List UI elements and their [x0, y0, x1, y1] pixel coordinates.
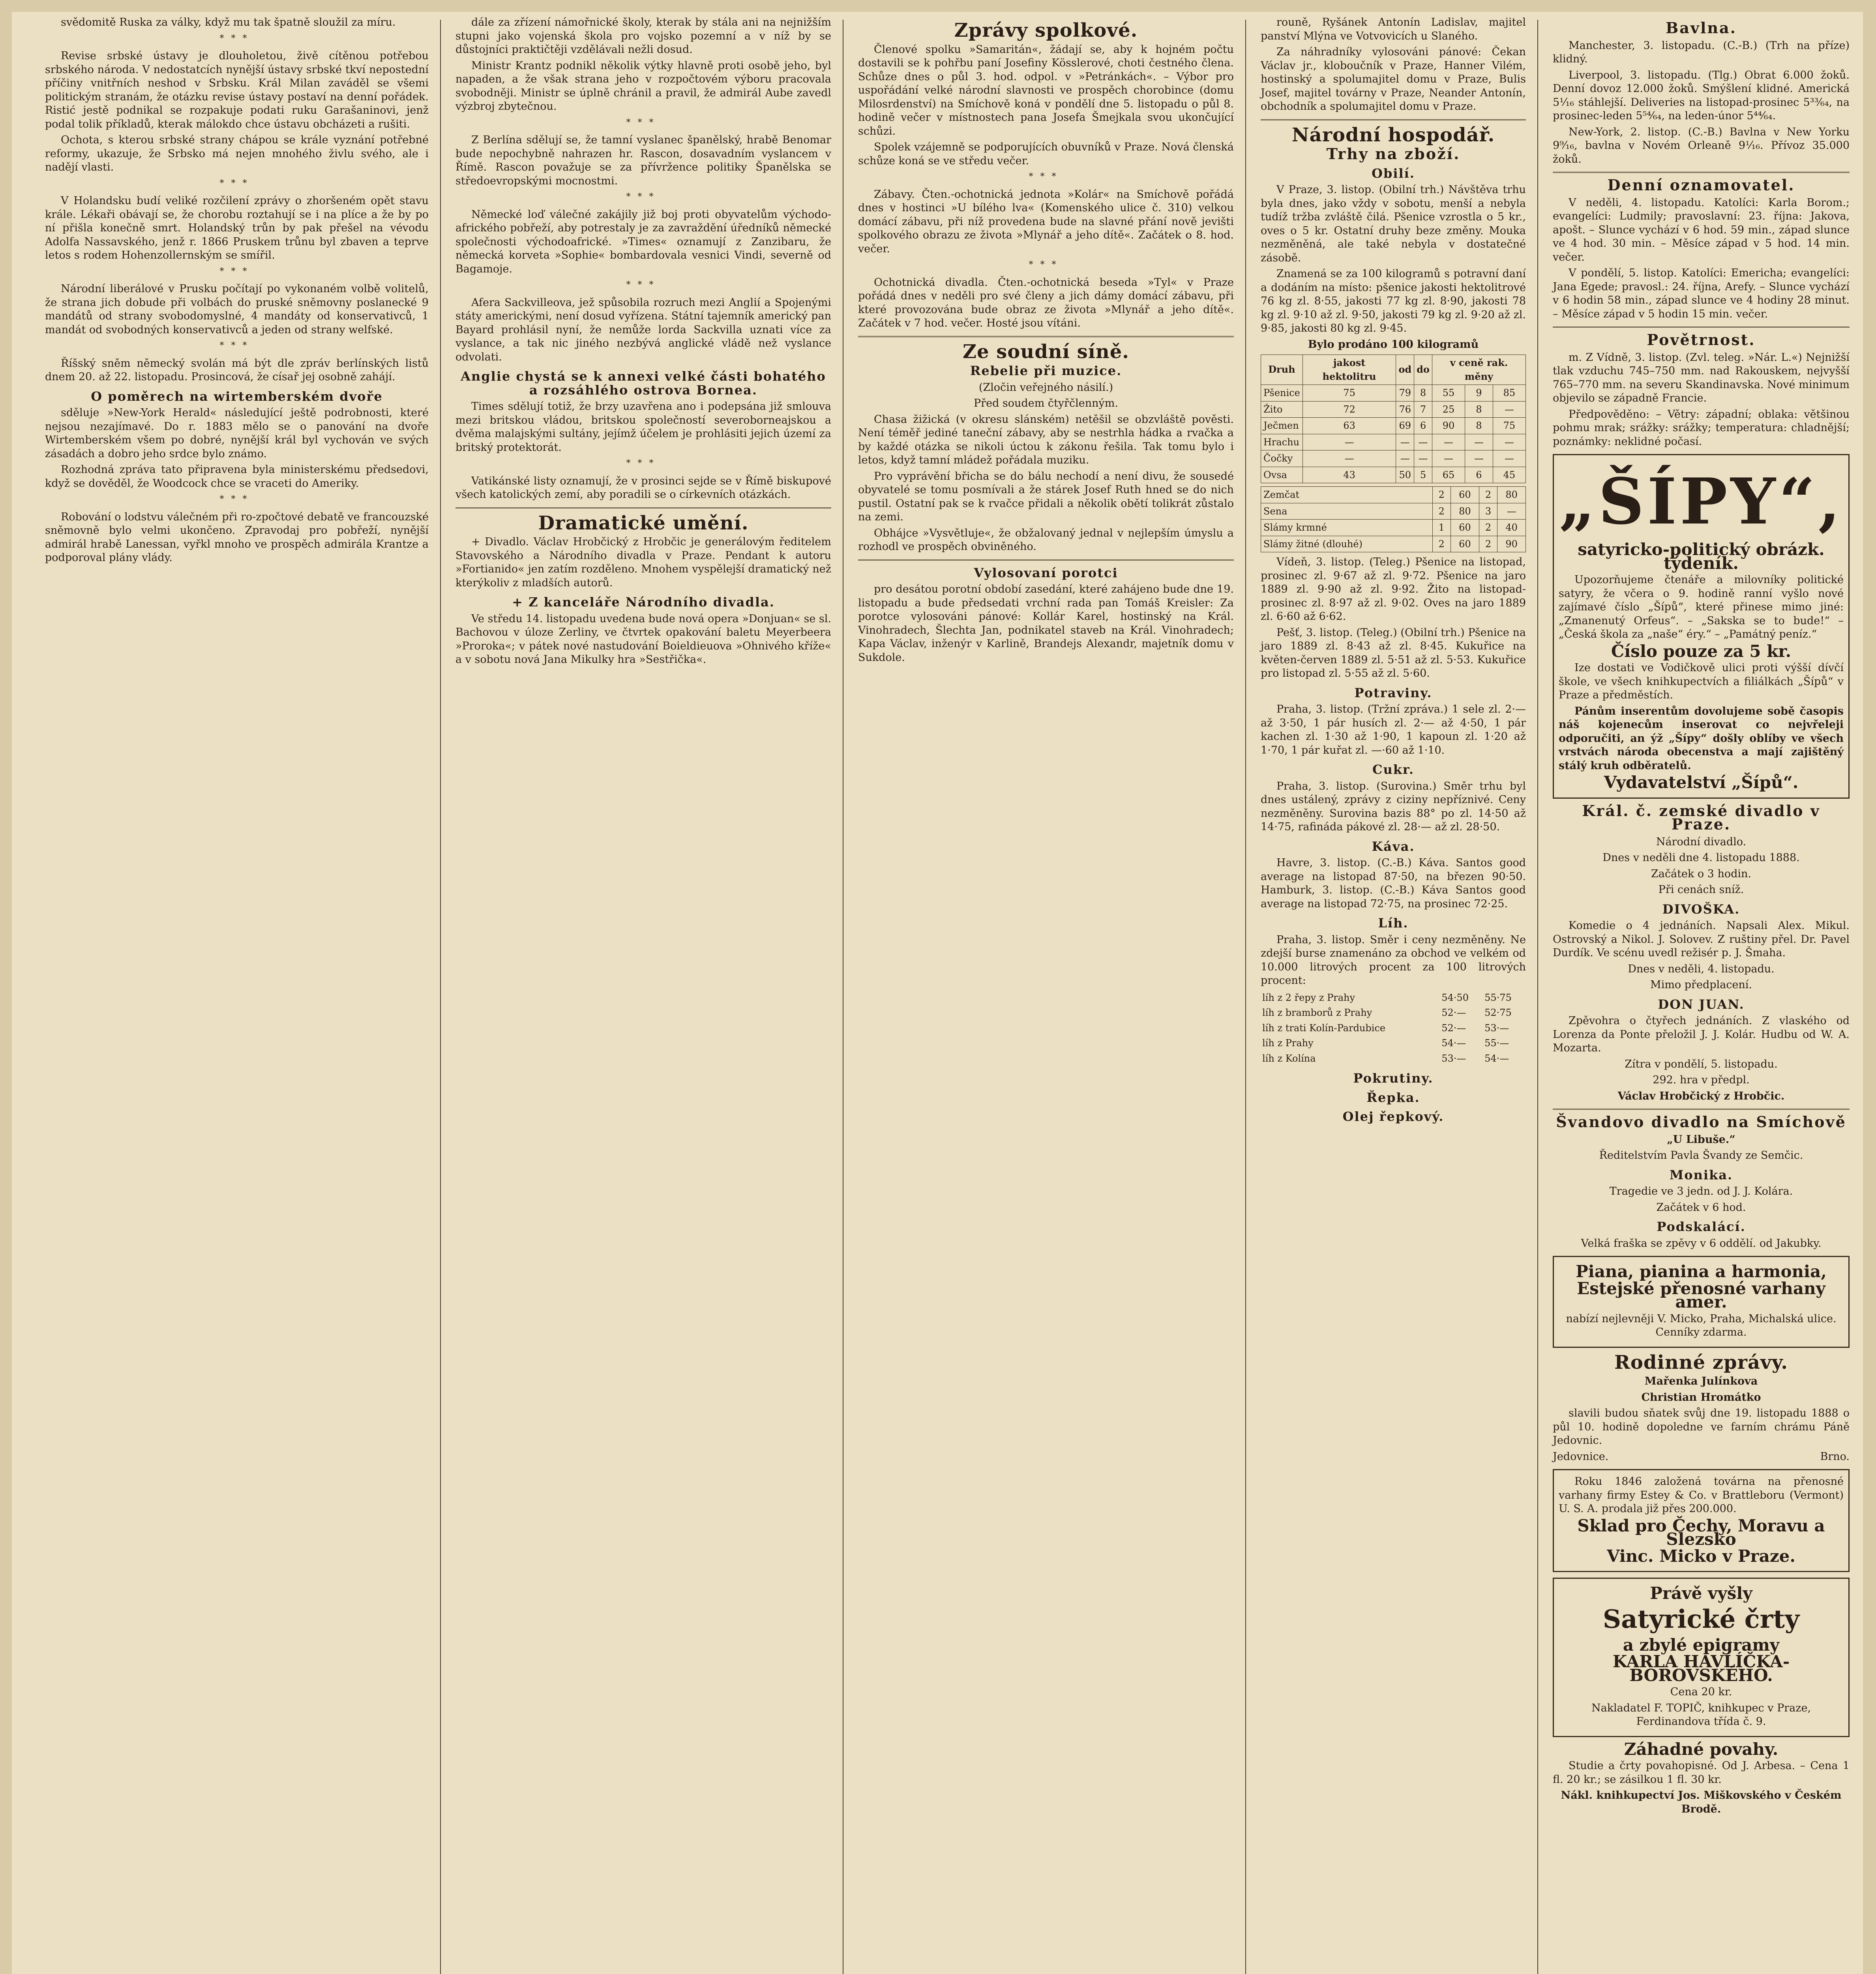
table-row-label: Ječmen — [1261, 418, 1303, 434]
article-paragraph: Vatikánské listy oznamují, že v prosinci sejde se v Římě biskupové všech katolických zemí, aby poradili se o církevních otázkách. — [455, 475, 831, 501]
theatre-director: Václav Hrobčický z Hrobčic. — [1617, 1090, 1785, 1102]
table-row-label: líh z bramborů z Prahy — [1262, 1007, 1372, 1018]
theatre-note: 292. hra v předpl. — [1653, 1074, 1750, 1086]
table-row — [1261, 434, 1526, 450]
theatre-subheading: „U Libuše.“ — [1667, 1133, 1735, 1146]
table-cell: 55 — [1432, 385, 1465, 402]
piano-advertisement — [1553, 1256, 1850, 1348]
article-paragraph: Zábavy. Čten.-ochotnická jednota »Kolár« na Smíchově pořádá dnes v hostinci »U bílého lva« (Komenského ulice č. 310) velkou domácí zábavu, při níž provedena bude na slavné přání nově jevišti spolkového obrazu ze života »Mlynář a jeho dítě«. Začátek o 8. hod. večer. — [858, 188, 1234, 255]
book-advertisement — [1553, 1578, 1850, 1737]
article-paragraph: Revise srbské ústavy je dlouholetou, živě cítěnou potřebou srbského národa. V nedostatcích nynější ústavy srbské tkví nepostední příčiny vnitřních neshod v Srbsku. Král Milan zaváděl se všemi politickým stranám, že otázku revise ústavy postaví na denní pořádek. Ristić jestě podnikal se rozpakuje podati ruku Garašaninovi, jenž podal tolik příkladů, kterak málokdo chce ústavu obcházeti a rušiti. — [45, 50, 429, 130]
article-paragraph: Praha, 3. listop. (Tržní zpráva.) 1 sele zl. 2·— až 3·50, 1 pár husích zl. 2·— až 4·50, 1 pár kachen zl. 1·30 až 1·90, 1 kapoun zl. 1·20 až 1·70, 1 pár kuřat zl. —·60 až 1·10. — [1261, 703, 1526, 756]
article-heading: Olej řepkový. — [1342, 1109, 1444, 1124]
section-divider — [1553, 172, 1850, 173]
article-paragraph: Z Berlína sdělují se, že tamní vyslanec španělský, hrabě Benomar bude nepochybně nahrazen hr. Rascon, dosavadním vyslancem v Římě. Rascon považuje se za přívržence politiky Španělska se středoevropskými mocnostmi. — [455, 134, 831, 187]
ad-price: Cena 20 kr. — [1670, 1686, 1732, 1698]
table-cell: 40 — [1497, 520, 1526, 536]
table-cell: 55·— — [1484, 1038, 1509, 1049]
article-paragraph: Znamená se za 100 kilogramů s potravní daní a dodáním na místo: pšenice jakosti hektolitrové 76 kg zl. 8·55, jakosti 77 kg zl. 8·90, jakosti 78 kg zl. 9·10 až zl. 9·50, jakosti 79 kg zl. 9·20 až zl. 9·85, jakosti 80 kg zl. 9·45. — [1261, 268, 1526, 334]
table-cell: 25 — [1432, 401, 1465, 418]
separator: *** — [219, 33, 254, 43]
table-cell: 9 — [1465, 385, 1493, 402]
article-paragraph: Chasa žižická (v okresu slánském) netěšil se obzvláště pověsti. Není téměř jediné taneční zábavy, aby se nestrhla hádka a rvačka a by každé otázka se nikoli úctou k zákonu řešila. Tak tomu bylo i letos, když tamní mládež pořádala muziku. — [858, 413, 1234, 466]
theatre-text: Zpěvohra o čtyřech jednáních. Z vlaského od Lorenza da Ponte přeložil J. J. Kolár. Hudbu od W. A. Mozarta. — [1553, 1015, 1850, 1054]
article-paragraph: V neděli, 4. listopadu. Katolíci: Karla Borom.; evangelíci: Ludmily; pravoslavní: 23. října: Jakova, apošt. – Slunce vychází v 6 hod. 59 min., západ slunce ve 4 hod. 30 min. – Měsíce západ v 5 hod. 14 min. večer. — [1553, 196, 1850, 263]
table-cell: 2 — [1479, 520, 1497, 536]
article-paragraph: Liverpool, 3. listopadu. (Tlg.) Obrat 6.000 žoků. Denní dovoz 12.000 žoků. Smýšlení klidné. Americká 5¹⁄₁₆ stáhlejší. Deliveries na listopad-prosinec 5³³⁄₆₄, na prosinec-leden 5⁵⁴⁄₆₄, na leden-únor 5⁴⁴⁄₆₄. — [1553, 69, 1850, 122]
separator: *** — [626, 280, 661, 290]
table-row-label: líh z 2 řepy z Prahy — [1262, 992, 1355, 1003]
section-divider — [1261, 119, 1526, 120]
table-cell: 53·— — [1441, 1053, 1466, 1064]
table-cell: 8 — [1414, 385, 1432, 402]
play-title: DON JUAN. — [1658, 996, 1745, 1012]
table-row — [1261, 1021, 1526, 1036]
table-row-label: líh z trati Kolín-Pardubice — [1262, 1022, 1386, 1034]
table-cell: 6 — [1465, 467, 1493, 483]
article-paragraph: Předpověděno: – Větry: západní; oblaka: většinou pohmu mrak; srážky: srážky; temperatura: chladnější; poznámky: neklidné počasí. — [1553, 408, 1850, 448]
article-paragraph: Německé loď válečné zakájily již boj proti obyvatelům východo-afrického pobřeží, aby potrestaly je za zavraždění úředníků německé společnosti východoafrické. »Times« oznamují z Zanzibaru, že německá korveta »Sophie« bombardovala vesnici Vindi, severně od Bagamoje. — [455, 208, 831, 275]
table-cell: — — [1414, 434, 1432, 450]
article-paragraph: Afera Sackvilleova, jež spůsobila rozruch mezi Anglií a Spojenými státy americkými, není dosud vyřízena. Státní tajemník americký pan Bayard prohlásil nyní, že nemůže lorda Sackvilla uznati více za vyslance, a tak nic jiného nezbývá anglické vládě než vyslance odvolati. — [455, 296, 831, 363]
section-divider — [858, 336, 1234, 337]
table-row — [1261, 401, 1526, 418]
separator: *** — [626, 192, 661, 202]
theatre-text: Tragedie ve 3 jedn. od J. J. Kolára. — [1609, 1185, 1793, 1197]
table-cell: 60 — [1451, 536, 1479, 552]
article-paragraph: Times sdělují totiž, že brzy uzavřena ano i podepsána již smlouva mezi britskou vládou, britskou společností severoborneajskou a dvěma malajskými sultány, jejímž účelem je prohlásiti jejich území za britský protektorát. — [455, 400, 831, 454]
ad-pre: Právě vyšly — [1650, 1584, 1752, 1603]
table-cell: — — [1493, 401, 1526, 418]
table-cell: 45 — [1493, 467, 1526, 483]
article-paragraph: Rozhodná zpráva tato připravena byla ministerskému předsedovi, když se dověděl, že Woodcock chce se vraceti do Ameriky. — [45, 463, 429, 490]
article-paragraph: New-York, 2. listop. (C.-B.) Bavlna v New Yorku 9⁹⁄₁₆, bavlna v Novém Orleaně 9¹⁄₁₆. Přívoz 35.000 žoků. — [1553, 126, 1850, 165]
article-paragraph: m. Z Vídně, 3. listop. (Zvl. teleg. »Nár. L.«) Nejnižší tlak vzduchu 745–750 mm. nad Rakouskem, nejvyšší 765–770 mm. na severu Skandinavska. Nové minimum objevilo se západně Francie. — [1553, 351, 1850, 404]
ad-headline: „ŠÍPY“, — [1559, 464, 1844, 539]
article-heading: Pokrutiny. — [1353, 1071, 1434, 1086]
article-paragraph: V Praze, 3. listop. (Obilní trh.) Návštěva trhu byla dnes, jako vždy v sobotu, menší a nebyla tudíž tržba zvláště čilá. Pšenice vzrostla o 5 kr., oves o 5 kr. Ostatní druhy beze změny. Mouka nezměněná, ale také nebyla v dostatečné zásobě. — [1261, 184, 1526, 264]
article-paragraph: Členové spolku »Samaritán«, žádají se, aby k hojném počtu dostavili se k pohřbu paní Josefiny Kösslerové, choti čestného člena. Schůze dnes o půl 3. hod. odpol. v »Petránkách«. – Výbor pro uspořádání velké národní slavnosti ve prospěch chorobince (domu Milosrdenství) na Smíchově koná v pondělí dne 5. listopadu o půl 8. hodině večer v místnostech pana Josefa Šmejkala svou ukončující schůzi. — [858, 43, 1234, 137]
subsection-title: Bavlna. — [1666, 19, 1737, 37]
table-cell: — — [1465, 434, 1493, 450]
theatre-heading: Švandovo divadlo na Smíchově — [1556, 1113, 1846, 1131]
table-cell: 2 — [1479, 536, 1497, 552]
article-paragraph: Manchester, 3. listopadu. (C.-B.) (Trh na příze) klidný. — [1553, 39, 1850, 65]
ad-headline: Piana, pianina a harmonia, — [1576, 1262, 1827, 1281]
article-heading: Rebelie při muzice. — [970, 363, 1122, 378]
table-row-label: Ovsa — [1261, 467, 1303, 483]
ad-text: Studie a črty povahopisné. Od J. Arbesa. – Cena 1 fl. 20 kr.; se zásilkou 1 fl. 30 kr. — [1553, 1760, 1850, 1786]
table-cell: 7 — [1414, 401, 1432, 418]
table-cell: 8 — [1465, 401, 1493, 418]
table-cell: 54·— — [1441, 1038, 1466, 1049]
table-title: Bylo prodáno 100 kilogramů — [1308, 338, 1479, 351]
theatre-subheading: Národní divadlo. — [1656, 835, 1747, 848]
separator: *** — [219, 494, 254, 504]
table-cell: 2 — [1479, 487, 1497, 503]
ad-subheadline: Estejské přenosné varhany amer. — [1577, 1278, 1825, 1312]
table-cell: 65 — [1432, 467, 1465, 483]
subsection-title: Denní oznamovatel. — [1607, 176, 1795, 194]
table-row-label: Pšenice — [1261, 385, 1303, 402]
table-cell: — — [1432, 450, 1465, 467]
article-paragraph: Ve středu 14. listopadu uvedena bude nová opera »Donjuan« se sl. Bachovou v úloze Zerliny, ve čtvrtek opakování baletu Meyerbeera »Proroka«; v pátek nové nastudování Boieldieuova »Ohnivého kříže« a v sobotu nová Jana Mikulky hra »Sestřička«. — [455, 612, 831, 666]
family-place-left: Jedovnice. — [1553, 1450, 1609, 1463]
table-cell: 52·75 — [1484, 1007, 1512, 1018]
table-cell: — — [1303, 434, 1396, 450]
theatre-time: Začátek v 6 hod. — [1656, 1201, 1746, 1214]
article-paragraph: Praha, 3. listop. Směr i ceny nezměněny. Ne zdejší burse znamenáno za obchod ve velkém od 10.000 litrových procent za 100 litrových procent: — [1261, 933, 1526, 987]
table-cell: 63 — [1303, 418, 1396, 434]
ad-headline: Sklad pro Čechy, Moravu a Slezsko — [1577, 1516, 1825, 1549]
separator: *** — [1029, 172, 1063, 182]
table-header: Druh — [1261, 355, 1303, 385]
table-cell: 90 — [1432, 418, 1465, 434]
table-cell: — — [1432, 434, 1465, 450]
table-cell: 90 — [1497, 536, 1526, 552]
article-paragraph: dále za zřízení námořnické školy, kterak by stála ani na nejnižším stupni jako vojenská škola pro vojsko pozemní a v níž by se důstojníci praktičtěji vzdělávali nežli dosud. — [455, 16, 831, 56]
ad-text: Upozorňujeme čtenáře a milovníky politické satyry, že včera o 9. hodině ranní vyšlo nové zajímavé číslo „Šípů“, které přinese mimo jiné: „Zmanenutý Orfeus“. – „Sakska se to bude!“ – „Česká škola za „naše“ éry.“ – „Památný peníz.“ — [1559, 574, 1844, 640]
sipy-advertisement — [1553, 454, 1850, 799]
ad-price: Číslo pouze za 5 kr. — [1611, 641, 1792, 661]
section-title: Ze soudní síně. — [962, 340, 1130, 363]
table-cell: — — [1396, 450, 1414, 467]
table-cell: 3 — [1479, 503, 1497, 520]
table-cell: 76 — [1396, 401, 1414, 418]
table-row-label: Zemčat — [1261, 487, 1433, 503]
theatre-note: Ředitelstvím Pavla Švandy ze Semčic. — [1599, 1149, 1803, 1162]
table-row — [1261, 1036, 1526, 1051]
play-title: DIVOŠKA. — [1662, 901, 1740, 917]
separator: *** — [219, 266, 254, 276]
article-heading: Cukr. — [1372, 762, 1414, 777]
article-heading: Líh. — [1378, 916, 1409, 931]
column-4 — [1251, 12, 1535, 1974]
hay-price-table — [1261, 486, 1526, 552]
table-cell: 55·75 — [1484, 992, 1512, 1003]
table-cell: — — [1465, 450, 1493, 467]
ad-author: KARLA HAVLÍČKA-BOROVSKÉHO. — [1612, 1652, 1790, 1685]
table-cell: 60 — [1451, 487, 1479, 503]
table-cell: 43 — [1303, 467, 1396, 483]
table-cell: 52·— — [1441, 1022, 1466, 1034]
ad-headline: Satyrické črty — [1602, 1604, 1800, 1634]
article-heading: + Z kanceláře Národního divadla. — [512, 595, 775, 610]
article-paragraph: Robování o lodstvu válečném při ro-zpočtové debatě ve francouzské sněmovně bylo velmi ukončeno. Zpravodaj pro pobřeží, nynější admirál hrabě Lanessan, vyřkl mnoho ve prospěch admirála Krantze a podporoval plány vlády. — [45, 510, 429, 564]
section-title: Zprávy spolkové. — [954, 19, 1138, 41]
theatre-text: Velká fraška se zpěvy v 6 oddělí. od Jakubky. — [1581, 1237, 1822, 1250]
table-row-label: Hrachu — [1261, 434, 1303, 450]
article-paragraph: Pro vyprávění břicha se do bálu nechodí a není divu, že sousedé obyvatelé se tomu posmívali a že stárek Josef Ruth hned se do nich pustil. Ostatní pak se k rvačce přidali a několik obětí tolikrát zůstalo na zemi. — [858, 470, 1234, 523]
table-cell: 80 — [1497, 487, 1526, 503]
column-rule — [440, 20, 441, 1974]
article-heading: Potraviny. — [1354, 685, 1432, 700]
article-paragraph: Spolek vzájemně se podporujících obuvníků v Praze. Nová členská schůze koná se ve středu večer. — [858, 141, 1234, 167]
ad-headline: Záhadné povahy. — [1624, 1739, 1779, 1759]
article-paragraph: sděluje »New-York Herald« následující ještě podrobnosti, které nejsou nezajímavé. Do r. 1883 mělo se o panování na dvoře Wirtemberském všem po dobré, nynější král byl vychován ve svých zásadách a dobro jeho srdce bylo známo. — [45, 407, 429, 460]
separator: *** — [219, 178, 254, 188]
article-heading: Obilí. — [1372, 165, 1415, 181]
table-cell: 54·50 — [1441, 992, 1469, 1003]
table-row-label: Čočky — [1261, 450, 1303, 467]
table-cell: 2 — [1432, 487, 1451, 503]
family-place-right: Brno. — [1820, 1450, 1850, 1463]
section-divider — [858, 559, 1234, 561]
ad-firm: Nákl. knihkupectví Jos. Miškovského v Českém Brodě. — [1561, 1789, 1842, 1815]
theatre-date: Dnes v neděli dne 4. listopadu 1888. — [1602, 852, 1800, 864]
table-cell: 85 — [1493, 385, 1526, 402]
ad-text: Roku 1846 založená továrna na přenosné varhany firmy Estey & Co. v Brattleboru (Vermont) U. S. A. prodala již přes 200.000. — [1559, 1475, 1844, 1515]
column-2 — [446, 12, 841, 1974]
table-cell: 60 — [1451, 520, 1479, 536]
article-heading: O poměrech na wirtemberském dvoře — [91, 388, 383, 404]
table-cell: — — [1493, 434, 1526, 450]
table-row — [1261, 467, 1526, 483]
column-1 — [36, 12, 438, 1974]
spirit-price-table — [1261, 990, 1526, 1066]
ad-subheadline: satyricko-politický obrázk. týdeník. — [1578, 540, 1825, 573]
separator: *** — [219, 341, 254, 351]
theatre-text: Komedie o 4 jednáních. Napsali Alex. Mikul. Ostrovský a Nikol. J. Solovev. Z ruštiny přel. Dr. Pavel Durdík. Ve scénu uvedl režisér p. J. Šmaha. — [1553, 919, 1850, 959]
separator: *** — [1029, 260, 1063, 270]
table-row-label: Žito — [1261, 401, 1303, 418]
table-row — [1261, 487, 1526, 503]
table-cell: 79 — [1396, 385, 1414, 402]
table-row-label: líh z Kolína — [1262, 1053, 1316, 1064]
table-cell: 5 — [1414, 467, 1432, 483]
play-title: Podskalácí. — [1657, 1219, 1746, 1234]
theatre-heading: Král. č. zemské divadlo v Praze. — [1582, 801, 1820, 833]
family-place — [1553, 1450, 1850, 1464]
article-paragraph: Havre, 3. listop. (C.-B.) Káva. Santos good average na listopad 87·50, na březen 90·50. Hamburk, 3. listop. (C.-B.) Káva Santos good average na listopad 72·75, na prosinec 72·25. — [1261, 857, 1526, 910]
table-row — [1261, 385, 1526, 402]
table-cell: 80 — [1451, 503, 1479, 520]
table-cell: 54·— — [1484, 1053, 1509, 1064]
family-text: slavili budou sňatek svůj dne 19. listopadu 1888 o půl 10. hodině dopoledne ve farním chrámu Páně Jedovnic. — [1553, 1407, 1850, 1447]
ad-text: nabízí nejlevněji V. Micko, Praha, Michalská ulice. Cenníky zdarma. — [1566, 1312, 1837, 1338]
table-cell: 6 — [1414, 418, 1432, 434]
organ-advertisement — [1553, 1469, 1850, 1572]
table-cell: 53·— — [1484, 1022, 1509, 1034]
article-paragraph: Obhájce »Vysvětluje«, že obžalovaný jednal v nejlepším úmyslu a rozhodl ve prospěch obviněného. — [858, 527, 1234, 553]
article-paragraph: Ochotnická divadla. Čten.-ochotnická beseda »Tyl« v Praze pořádá dnes v neděli pro své členy a jich dámy domácí zábavu, při které provozována bude obraz ze života »Mlynář a jeho dítě«. Začátek v 7 hod. večer. Hosté jsou vítáni. — [858, 276, 1234, 329]
table-row-label: Slámy žitné (dlouhé) — [1261, 536, 1433, 552]
ad-firm: Vinc. Micko v Praze. — [1606, 1546, 1796, 1566]
article-paragraph: V pondělí, 5. listop. Katolíci: Emericha; evangelíci: Jana Egede; pravosl.: 24. října, Arefy. – Slunce vychází v 6 hodin 58 min., západ slunce ve 4 hodiny 28 minut. – Měsíce západ v 5 hodin 15 min. večer. — [1553, 267, 1850, 320]
article-paragraph: Národní liberálové v Prusku počítají po vykonaném volbě volitelů, že strana jich dobude při volbách do pruské sněmovny poslanecké 9 mandátů od strany svobodomyslné, 4 mandáty od konservativců, 1 mandát od svobodných konservativců a jeden od strany welfské. — [45, 283, 429, 336]
table-cell: 52·— — [1441, 1007, 1466, 1018]
article-heading: Vylosovaní porotci — [974, 565, 1118, 580]
article-subheading: (Zločin veřejného násilí.) — [978, 381, 1113, 394]
family-name: Christian Hromátko — [1641, 1391, 1761, 1404]
table-cell: — — [1303, 450, 1396, 467]
table-cell: 69 — [1396, 418, 1414, 434]
section-divider — [455, 507, 831, 509]
table-header: jakost hektolitru — [1303, 355, 1396, 385]
theatre-note: Při cenách sníž. — [1658, 884, 1744, 896]
column-3 — [849, 12, 1243, 1974]
section-title: Národní hospodář. — [1291, 124, 1495, 146]
section-divider — [1553, 326, 1850, 328]
column-5 — [1543, 12, 1859, 1974]
table-row — [1261, 450, 1526, 467]
ad-firm: Vydavatelství „Šípů“. — [1604, 773, 1799, 792]
ad-firm: Nakladatel F. TOPIČ, knihkupec v Praze, Ferdinandova třída č. 9. — [1591, 1702, 1811, 1728]
table-row — [1261, 418, 1526, 434]
section-divider — [1553, 1109, 1850, 1110]
table-row — [1261, 990, 1526, 1006]
table-cell: — — [1396, 434, 1414, 450]
article-paragraph: Říšský sněm německý svolán má být dle zpráv berlínských listů dnem 20. až 22. listopadu. Prosincová, že císař jej osobně zahájí. — [45, 357, 429, 383]
column-rule — [1245, 20, 1246, 1974]
article-paragraph: rouně, Ryšánek Antonín Ladislav, majitel panství Mlýna ve Votvovicích u Slaného. — [1261, 16, 1526, 42]
article-subheading: Před soudem čtyřčlenným. — [974, 397, 1118, 409]
theatre-date: Zítra v pondělí, 5. listopadu. — [1625, 1058, 1778, 1070]
article-paragraph: Ministr Krantz podnikl několik výtky hlavně proti osobě jeho, byl napaden, a že však strana jeho v rozpočtovém výboru pracovala svobodněji. Ministr se úplně chránil a pravil, že admirál Aube zavedl výzbroj zbytečnou. — [455, 59, 831, 113]
table-row — [1261, 536, 1526, 552]
article-paragraph: Za náhradníky vylosováni pánové: Čekan Václav jr., kloboučník v Praze, Hanner Vilém, hostinský a spolumajitel domu v Praze, Bulis Josef, majitel továrny v Praze, Neander Antonín, obchodník a spolumajitel domu v Praze. — [1261, 46, 1526, 113]
table-cell: 2 — [1432, 503, 1451, 520]
article-paragraph: Ochota, s kterou srbské strany chápou se krále vyznání potřebné reformy, ukazuje, že Srbsko má nejen mnohého živlu svého, ale i nadějí vlasti. — [45, 134, 429, 173]
family-name: Mařenka Julínkova — [1644, 1375, 1758, 1387]
table-row-label: Sena — [1261, 503, 1433, 520]
table-cell: 50 — [1396, 467, 1414, 483]
article-paragraph: pro desátou porotní období zasedání, které zahájeno bude dne 19. listopadu a bude předsedati vrchní rada pan Tomáš Kreisler: Za porotce vylosováni pánové: Kollár Karel, hostinský na Král. Vinohradech, Šlechta Jan, podnikatel staveb na Král. Vinohradech; Kapa Václav, inženýr v Karlině, Brandejs Alexandr, majetník domu v Sukdole. — [858, 583, 1234, 664]
article-paragraph: Vídeň, 3. listop. (Teleg.) Pšenice na listopad, prosinec zl. 9·67 až zl. 9·72. Pšenice na jaro 1889 zl. 9·90 až zl. 9·92. Žito na listopad-prosinec zl. 8·97 až zl. 9·02. Oves na jaro 1889 zl. 6·60 až 6·62. — [1261, 556, 1526, 623]
table-row — [1261, 1005, 1526, 1021]
theatre-time: Začátek o 3 hodin. — [1651, 867, 1751, 880]
article-heading: Káva. — [1372, 839, 1415, 854]
article-heading: Anglie chystá se k annexi velké části bohatého a rozsáhlého ostrova Bornea. — [461, 369, 826, 398]
table-cell: — — [1497, 503, 1526, 520]
table-header: od — [1396, 355, 1414, 385]
ad-text: Pánům inserentům dovolujeme sobě časopis náš kojenecům inserovat co nejvřeleji odporučiti, an ýž „Šípy“ došly oblíby ve všech vrstvách národa obecenstva a mají zajištěný stálý kruh odběratelů. — [1559, 705, 1844, 772]
table-header: v ceně rak. měny — [1432, 355, 1526, 385]
column-rule — [1537, 20, 1538, 1974]
article-heading: Řepka. — [1366, 1090, 1420, 1105]
table-header: do — [1414, 355, 1432, 385]
article-paragraph: Pešť, 3. listop. (Teleg.) (Obilní trh.) Pšenice na jaro 1889 zl. 8·43 až zl. 8·45. Kukuřice na květen-červen 1889 zl. 5·51 až zl. 5·53. Kukuřice pro listopad zl. 5·55 až zl. 5·60. — [1261, 626, 1526, 679]
grain-price-table — [1261, 355, 1526, 483]
ad-text: Ize dostati ve Vodičkově ulici proti výšší dívčí škole, ve všech knihkupectvích a filiálkách „Šípů“ v Praze a předměstích. — [1559, 662, 1844, 701]
table-row — [1261, 1051, 1526, 1066]
section-title: Rodinné zprávy. — [1614, 1351, 1788, 1374]
table-cell: 1 — [1432, 520, 1451, 536]
section-title: Dramatické umění. — [538, 512, 749, 534]
table-cell: 2 — [1432, 536, 1451, 552]
table-cell: 75 — [1493, 418, 1526, 434]
separator: *** — [626, 117, 661, 128]
table-row-label: Slámy krmné — [1261, 520, 1433, 536]
table-cell: 8 — [1465, 418, 1493, 434]
article-paragraph: svědomitě Ruska za války, když mu tak špatně sloužil za míru. — [61, 16, 396, 28]
table-cell: 75 — [1303, 385, 1396, 402]
article-paragraph: Praha, 3. listop. (Surovina.) Směr trhu byl dnes ustálený, zprávy z ciziny nepříznivé. Ceny nezměněny. Surovina bazis 88° po zl. 14·50 až 14·75, rafináda pákové zl. 28·— až zl. 28·50. — [1261, 780, 1526, 833]
table-cell: — — [1493, 450, 1526, 467]
table-row — [1261, 520, 1526, 536]
article-paragraph: V Holandsku budí veliké rozčilení zprávy o zhoršeném opět stavu krále. Lékaři obávají se, že chorobu roztahují se i na plíce a že by po ní přišla konečně smrt. Holandský trůn by pak přešel na vévodu Adolfa Nassavského, jenž r. 1866 Pruskem trůnu byl zbaven a teprve letos s rodem Hohenzollernským se smířil. — [45, 195, 429, 261]
article-paragraph: + Divadlo. Václav Hrobčický z Hrobčic je generálovým ředitelem Stavovského a Národního divadla v Praze. Pendant k autoru »Fortianido« jen zatím rozděleno. Mnohem vyspělejší dramatický než kterýkoliv z mladších autorů. — [455, 536, 831, 589]
theatre-note: Mimo předplacení. — [1650, 979, 1752, 991]
ad-subheadline: a zbylé epigramy — [1623, 1635, 1780, 1655]
table-cell: — — [1414, 450, 1432, 467]
table-cell: 72 — [1303, 401, 1396, 418]
subsection-title: Trhy na zboží. — [1326, 145, 1460, 163]
separator: *** — [626, 458, 661, 468]
newspaper-page — [12, 12, 1863, 1974]
play-title: Monika. — [1669, 1167, 1733, 1182]
subsection-title: Povětrnost. — [1647, 331, 1756, 349]
table-row-label: líh z Prahy — [1262, 1038, 1314, 1049]
table-row — [1261, 503, 1526, 520]
theatre-date: Dnes v neděli, 4. listopadu. — [1628, 963, 1775, 975]
